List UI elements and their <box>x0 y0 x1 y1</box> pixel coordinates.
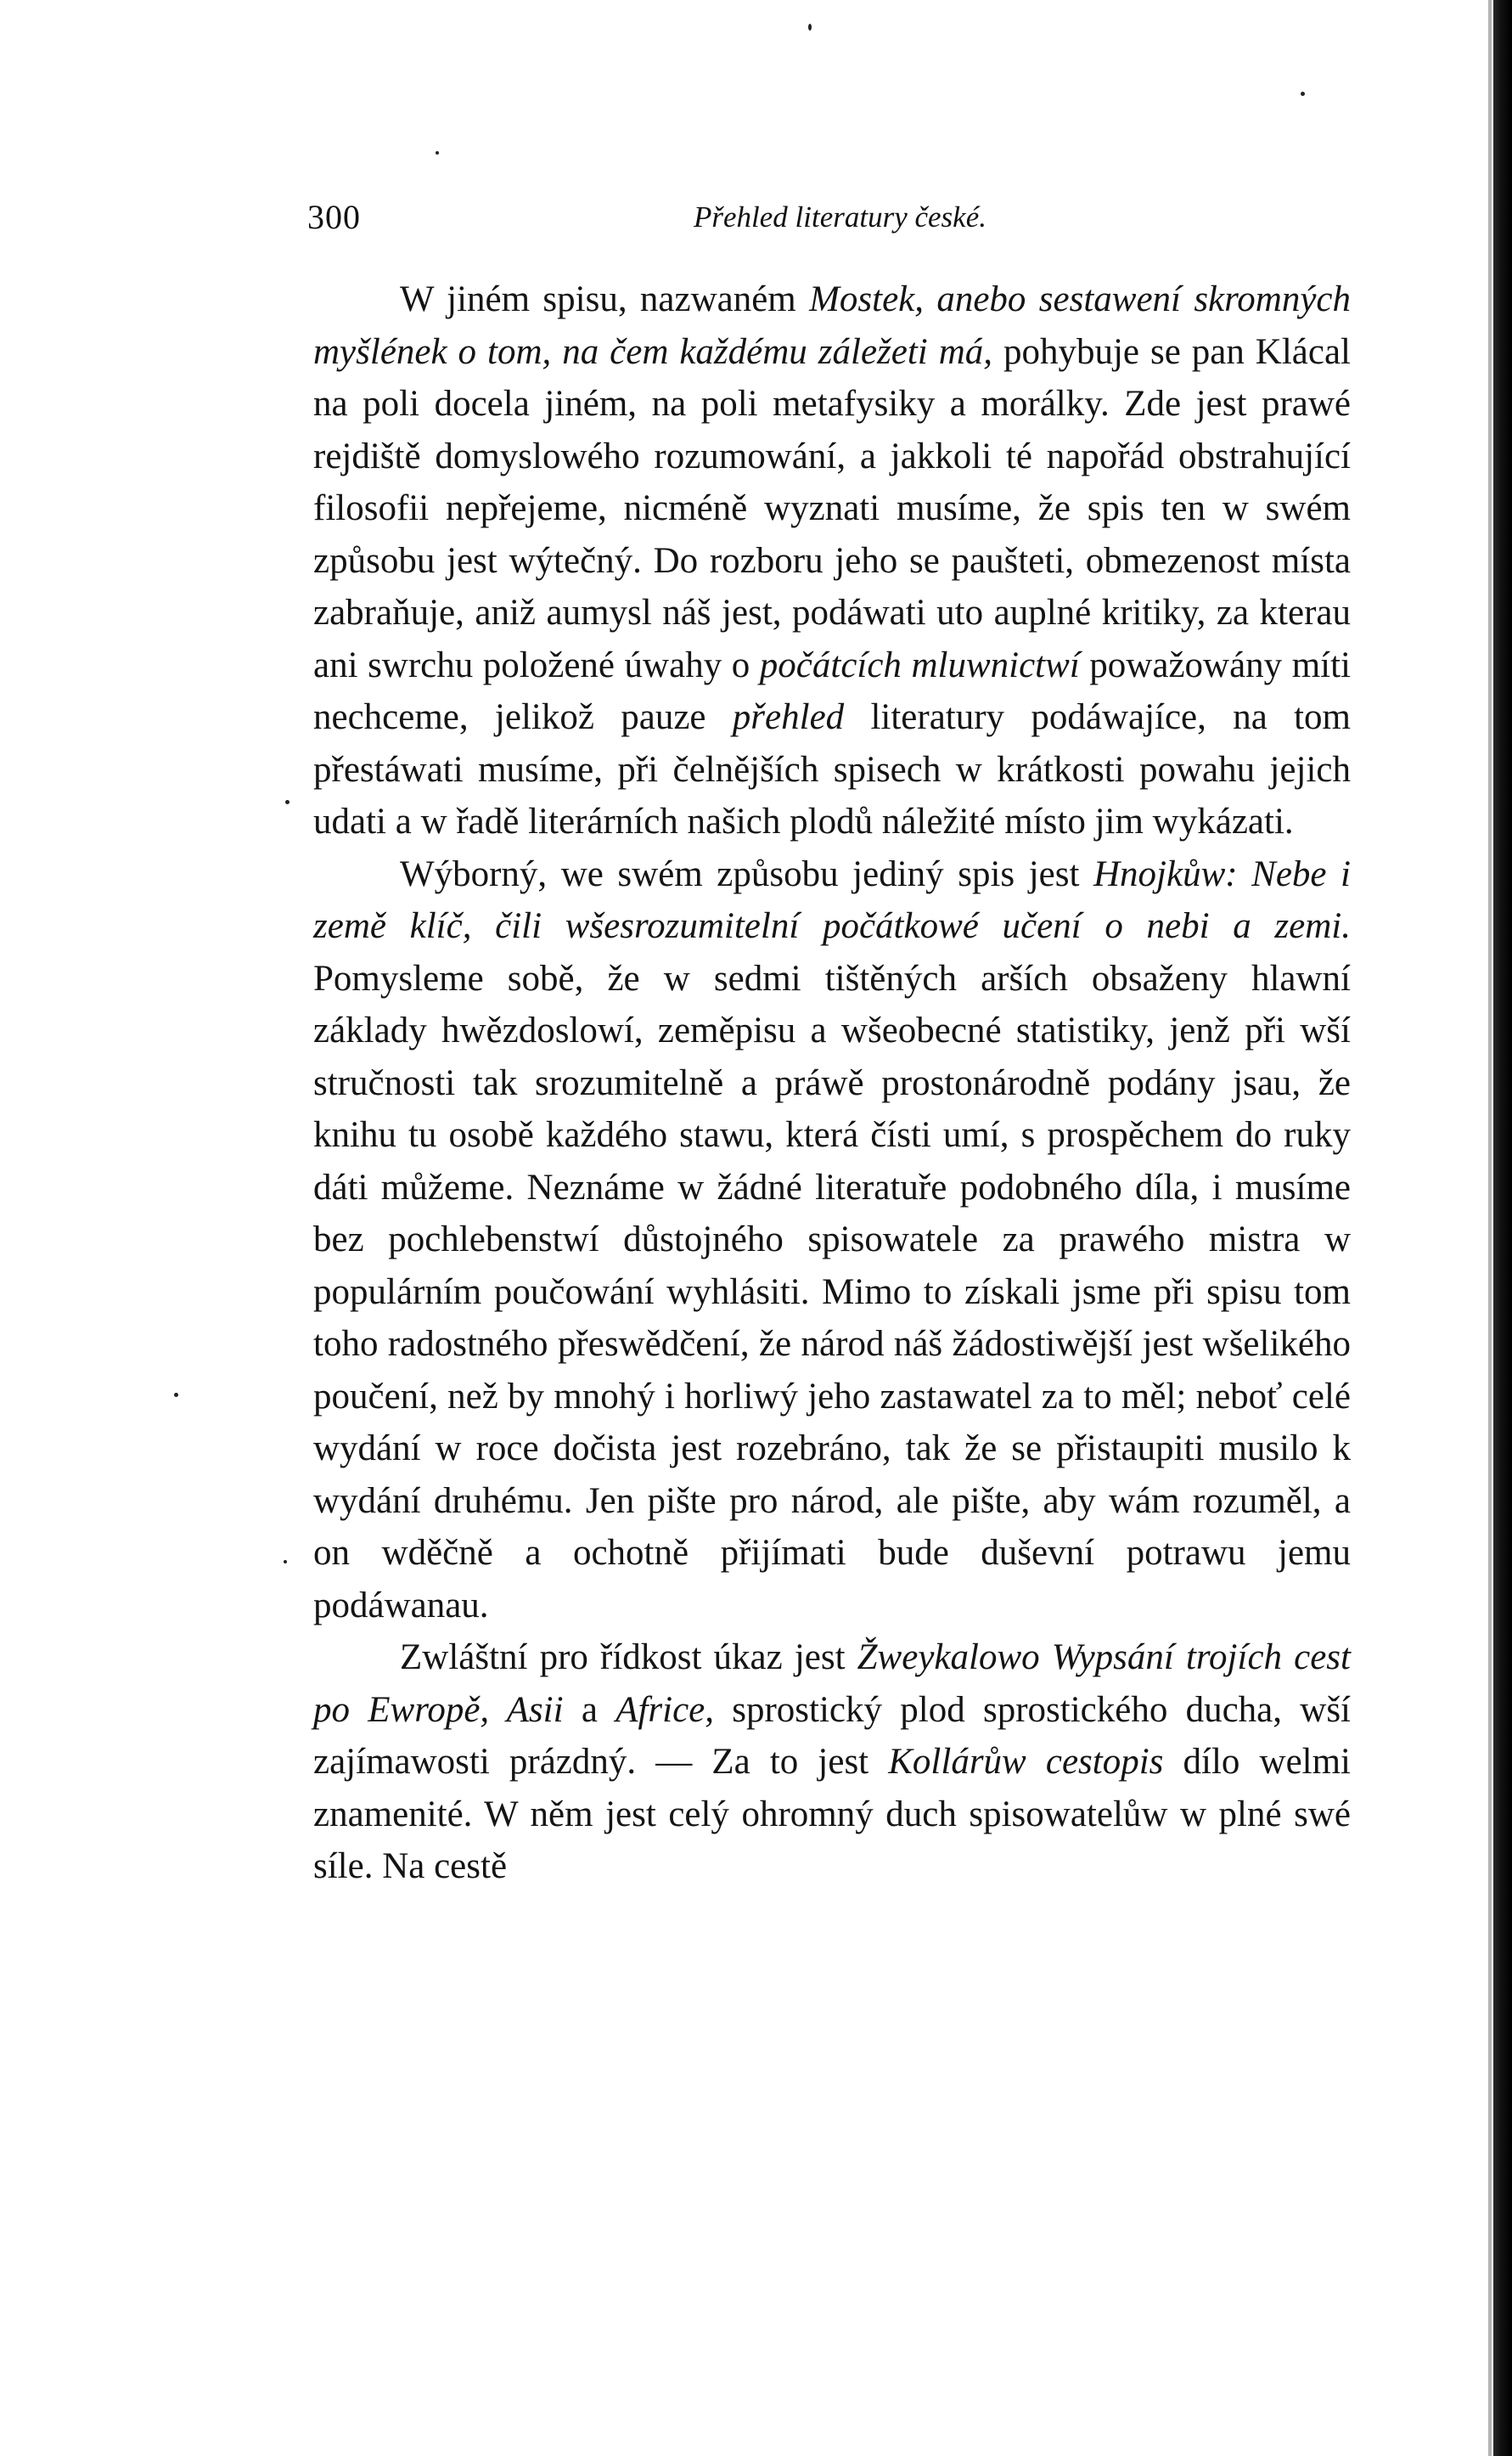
paragraph <box>313 848 1351 1632</box>
text-run: Zwláštní pro řídkost úkaz jest <box>400 1637 857 1677</box>
italic-run: Hnojkůw: Nebe i země klíč, čili wšesrozumitelní počátkowé učení o nebi a zemi. <box>313 853 1351 946</box>
scan-speck <box>808 24 812 31</box>
body-text <box>313 273 1351 1893</box>
scan-speck <box>436 151 439 155</box>
italic-run: Kollárůw cestopis <box>888 1742 1164 1782</box>
page-header <box>307 197 1373 248</box>
text-run: Pomysleme sobě, že w sedmi tištěných arších obsaženy hlawní základy hwězdoslowí, zeměpisu a wšeobecné statistiky, jenž při wší stručnosti tak srozumitelně a práwě prostonárodně podány jsau, že knihu tu osobě každého stawu, která čísti umí, s prospěchem do ruky dáti můžeme. Neznáme w žádné literatuře podobného díla, i musíme bez pochlebenstwí důstojného spisowatele za prawého mistra w populárním poučowání wyhlásiti. Mimo to získali jsme při spisu tom toho radostného přeswědčení, že národ náš žádostiwější jest wšelikého poučení, než by mnohý i horliwý jeho zastawatel za to měl; neboť celé wydání w roce dočista jest rozebráno, tak že se přistaupiti musilo k wydání druhému. Jen pište pro národ, ale pište, aby wám rozuměl, a on wděčně a ochotně přijímati bude duševní potrawu jemu podáwanau. <box>313 958 1351 1625</box>
italic-run: Mostek, anebo sestawení skromných myšlének o tom, na čem každému záležeti má, <box>313 279 1351 372</box>
scan-speck <box>1301 92 1305 96</box>
text-run: pohybuje se pan Klácal na poli docela jiném, na poli metafysiky a morálky. Zde jest prawé rejdiště domyslowého rozumowání, a jakkoli té napořád obstrahující filosofii nepřejeme, nicméně wyznati musíme, že spis ten w swém způsobu jest wýtečný. Do rozboru jeho se paušteti, obmezenost místa zabraňuje, aniž aumysl náš jest, podáwati uto auplné kritiky, za kterau ani swrchu položené úwahy o <box>313 331 1351 685</box>
scan-speck <box>174 1393 178 1397</box>
text-run: literatury podáwajíce, na tom přestáwati musíme, při čelnějších spisech w krátkosti powahu jejich udati a w řadě literárních našich plodů náležité místo jim wykázati. <box>313 697 1351 842</box>
paragraph <box>313 1631 1351 1893</box>
scan-speck <box>285 800 289 804</box>
text-run: sprostický plod sprostického ducha, wší zajímawosti prázdný. — Za to jest <box>313 1689 1351 1782</box>
running-title: Přehled literatury české. <box>693 200 986 234</box>
page-number: 300 <box>307 198 361 236</box>
italic-run: počátcích mluwnictwí <box>759 645 1080 685</box>
paragraph <box>313 273 1351 848</box>
scan-speck <box>284 1560 287 1563</box>
text-run: powažowány míti nechceme, jelikož pauze <box>313 645 1351 737</box>
italic-run: Žweykalowo Wypsání trojích cest po Ewropě, Asii <box>313 1637 1351 1730</box>
italic-run: Africe, <box>615 1689 714 1730</box>
text-run: Wýborný, we swém způsobu jediný spis jest <box>400 853 1093 894</box>
italic-run: přehled <box>732 697 845 737</box>
page-edge-shadow <box>1488 0 1492 2456</box>
text-run: a <box>563 1689 616 1730</box>
text-run: dílo welmi znamenité. W něm jest celý ohromný duch spisowatelůw w plné swé síle. Na cestě <box>313 1742 1351 1886</box>
text-run: W jiném spisu, nazwaném <box>400 279 810 319</box>
book-edge-border <box>1493 0 1512 2456</box>
